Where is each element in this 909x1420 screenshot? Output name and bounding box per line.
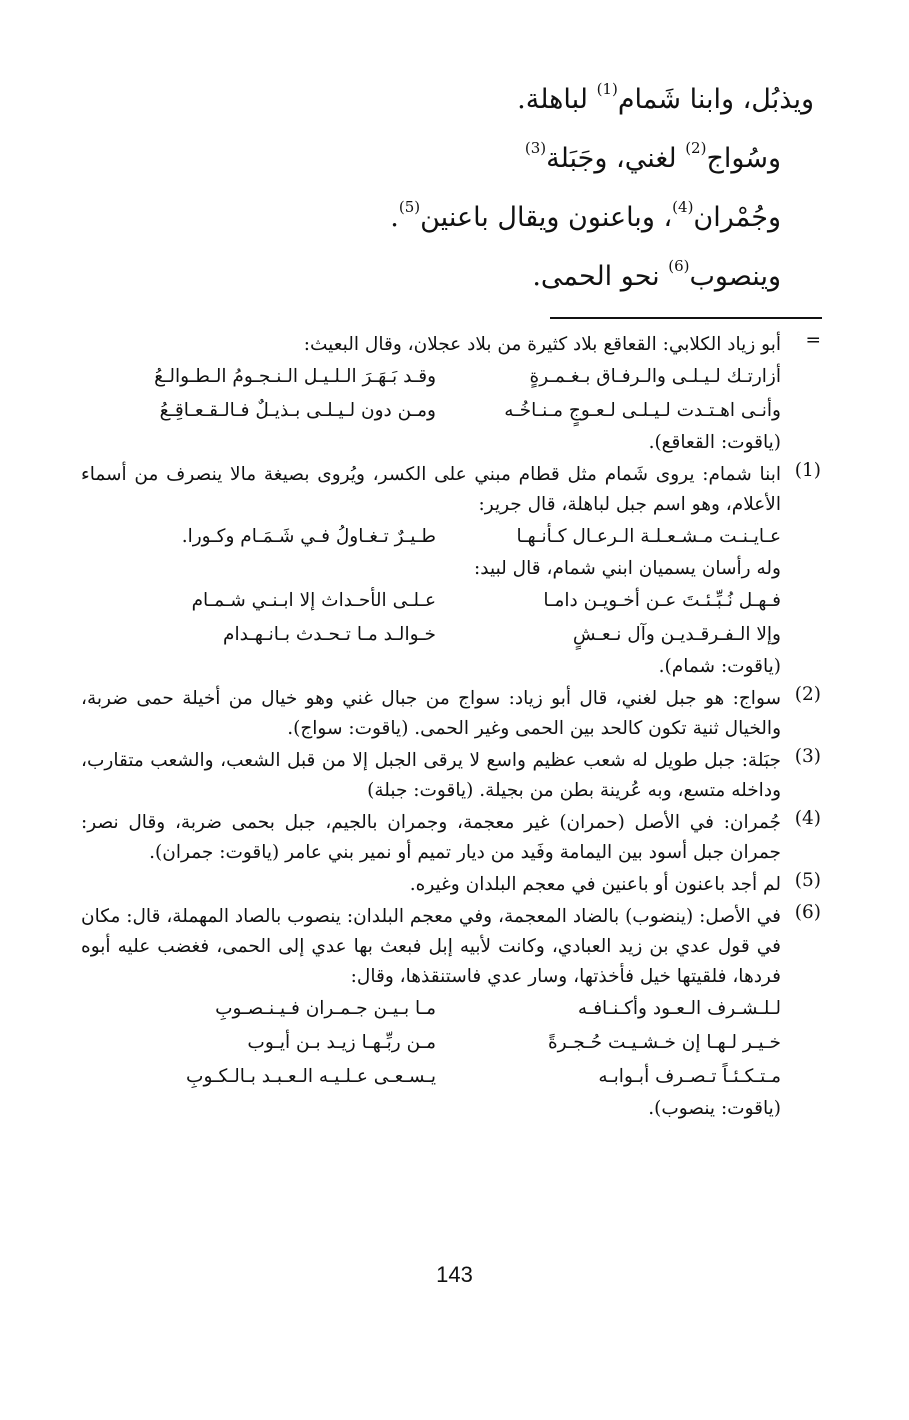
footnote-ref[interactable]: (5)	[398, 198, 421, 216]
verse-hemistich: طـيـرٌ تـغـاولُ فـي شَـمَـام وكـورا.	[181, 526, 436, 547]
footnote-text: جبَلة: جبل طويل له شعب عظيم واسع لا يرقى الجبل إلا من قبل الشعب، والشعب متقارب، وداخله متسع، وبه عُرينة بطن من بجيلة. (ياقوت: جبلة)	[81, 750, 781, 801]
footnote-continued	[81, 330, 821, 458]
footnote-4	[81, 808, 821, 868]
verse-hemistich: عـلـى الأحـداث إلا ابـنـي شـمـام	[191, 590, 436, 611]
main-line	[114, 247, 781, 306]
verse-hemistich: وإلا الـفـرقـديـن وآل نـعـشٍ	[572, 624, 781, 645]
footnote-5	[81, 870, 821, 900]
footnote-mark: (2)	[794, 684, 821, 705]
footnote-2	[81, 684, 821, 744]
verse-hemistich: أزارتـك لـيـلـى والـرفـاق بـغـمـرةٍ	[529, 366, 781, 387]
footnote-ref[interactable]: (1)	[596, 80, 618, 98]
verse-hemistich: عـايـنـت مـشـعـلـة الـرعـال كـأنـهـا	[516, 526, 781, 547]
footnote-mark: (6)	[794, 902, 821, 923]
verse-hemistich: مـن ربِّـهـا زيـد بـن أيـوب	[247, 1032, 436, 1053]
footnote-text: جُمران: في الأصل (حمران) غير معجمة، وجمران بالجيم، جبل بحمى ضربة، وقال نصر: جمران جبل أسود بين اليمامة وفَيد من ديار تميم أو نمير بني عامر (ياقوت: جمران).	[81, 812, 781, 863]
text-segment: لغني، وجَبَلة	[546, 143, 686, 174]
footnote-mark: (5)	[794, 870, 821, 891]
footnotes	[81, 330, 821, 1126]
footnote-separator	[550, 317, 822, 319]
page-number: 143	[436, 1262, 473, 1287]
footnote-ref[interactable]: (2)	[685, 139, 707, 157]
main-text	[114, 70, 814, 306]
verse-hemistich: مـتـكـئـاً تـصـرف أبـوابـه	[598, 1066, 781, 1087]
verse-hemistich: وقـد بَـهَـرَ الـلـيـل الـنـجـومُ الـطـوالـعُ	[154, 366, 436, 387]
verse-line	[81, 360, 781, 394]
footnote-source: (ياقوت: ينصوب).	[648, 1098, 781, 1119]
verse-hemistich: يـسـعـى عـلـيـه الـعـبـد بـالـكـوبِ	[186, 1066, 436, 1087]
footnote-source: (ياقوت: شمام).	[658, 656, 781, 677]
footnote-mark: =	[805, 330, 821, 351]
verse-line	[81, 520, 781, 554]
footnote-text: في الأصل: (ينضوب) بالضاد المعجمة، وفي معجم البلدان: ينصوب بالصاد المهملة، قال: مكان في قول عدي بن زيد العبادي، وكانت لأبيه إبل فبعث بها عدي إلى الحمى، فغضب عليه أبوه فردها، فلقيتها خيل فأخذتها، وسار عدي فاستنقذها، وقال:	[81, 906, 781, 987]
footnote-text: أبو زياد الكلابي: القعاقع بلاد كثيرة من بلاد عجلان، وقال البعيث:	[303, 334, 781, 355]
text-segment: ويذبُل، وابنا شَمام	[617, 84, 814, 115]
footnote-6	[81, 902, 821, 1124]
footnote-text: لم أجد باعنون أو باعنين في معجم البلدان وغيره.	[409, 874, 781, 895]
verse-hemistich: ومـن دون لـيـلـى بـذيـلٌ فـالـقـعـاقِـعُ	[159, 400, 436, 421]
verse-line	[81, 584, 781, 618]
footnote-ref[interactable]: (3)	[524, 139, 547, 157]
footnote-text: وله رأسان يسميان ابني شمام، قال لبيد:	[474, 558, 781, 579]
verse-line	[81, 394, 781, 428]
text-segment: لباهلة.	[517, 84, 597, 115]
footnote-source: (ياقوت: القعاقع).	[648, 432, 781, 453]
footnote-1	[81, 460, 821, 682]
text-segment: نحو الحمى.	[532, 261, 669, 292]
verse-hemistich: لـلـشـرف الـعـود وأكـنـافـه	[577, 998, 781, 1019]
footnote-mark: (3)	[794, 746, 821, 767]
verse-line	[81, 992, 781, 1026]
footnote-text: ابنا شمام: يروى شَمام مثل قطام مبني على الكسر، ويُروى بصيغة مالا ينصرف من أسماء الأعلام، وهو اسم جبل لباهلة، قال جرير:	[81, 464, 781, 515]
text-segment: وجُمْران	[693, 202, 781, 233]
text-segment: وينصوب	[689, 261, 781, 292]
verse-hemistich: فـهـل نُـبِّـئـتَ عـن أخـويـن دامـا	[543, 590, 781, 611]
main-line	[114, 188, 781, 247]
verse-hemistich: خـوالـد مـا تـحـدث بـانـهـدام	[222, 624, 436, 645]
verse-line	[81, 1060, 781, 1094]
text-segment: .	[390, 202, 399, 233]
text-segment: ، وباعنون ويقال باعنين	[420, 202, 673, 233]
main-line	[114, 70, 814, 129]
main-line	[114, 129, 781, 188]
verse-line	[81, 1026, 781, 1060]
footnote-text: سواج: هو جبل لغني، قال أبو زياد: سواج من جبال غني وهو خيال من أخيلة حمى ضربة، والخيال ثنية تكون كالحد بين الحمى وغير الحمى. (ياقوت: سواج).	[81, 688, 781, 739]
footnote-ref[interactable]: (6)	[668, 257, 690, 275]
footnote-mark: (4)	[794, 808, 821, 829]
verse-hemistich: مـا بـيـن جـمـران فـيـنـصـوبِ	[215, 998, 436, 1019]
verse-hemistich: وأنـى اهـتـدت لـيـلـى لـعـوجٍ مـنـاخُـه	[504, 400, 781, 421]
footnote-3	[81, 746, 821, 806]
verse-hemistich: خـيـر لـهـا إن خـشـيـت حُـجـرةً	[547, 1032, 781, 1053]
footnote-ref[interactable]: (4)	[672, 198, 694, 216]
footnote-mark: (1)	[794, 460, 821, 481]
verse-line	[81, 618, 781, 652]
text-segment: وسُواج	[706, 143, 781, 174]
